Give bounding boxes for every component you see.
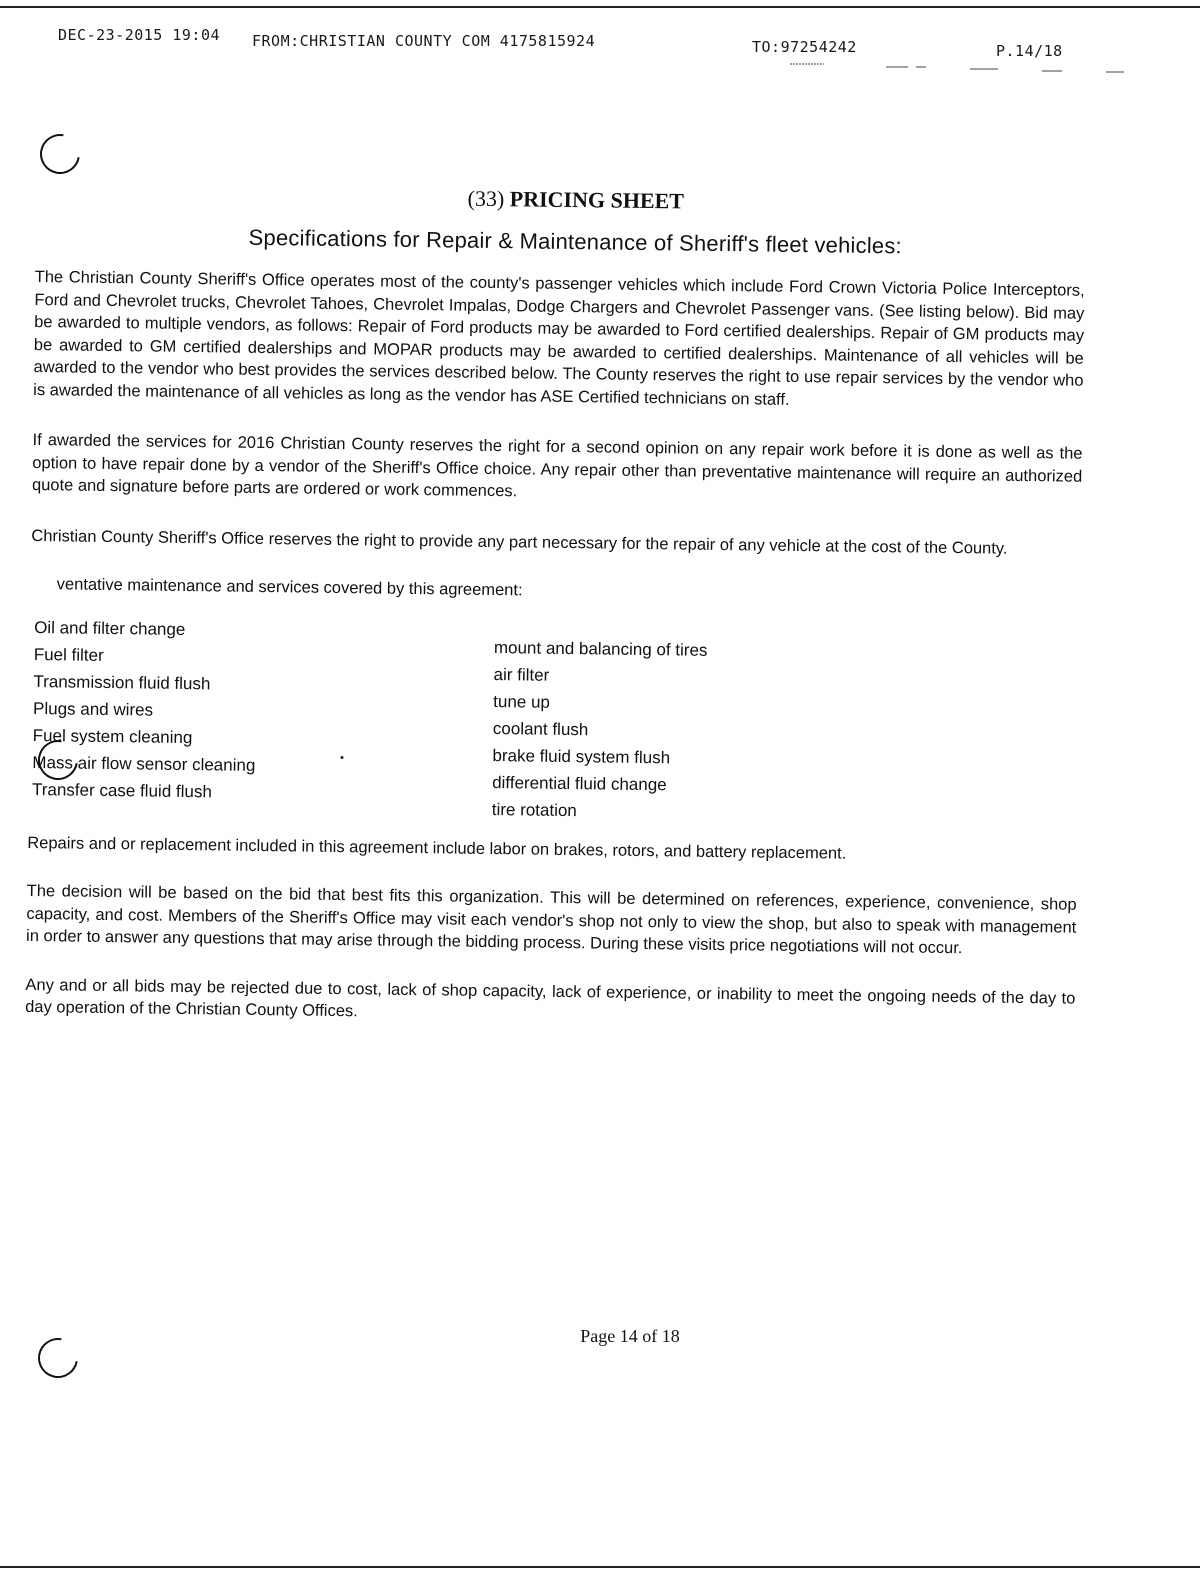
list-item: tune up bbox=[493, 691, 551, 712]
page-number: Page 14 of 18 bbox=[580, 1326, 680, 1346]
document-title bbox=[36, 180, 1086, 220]
fax-bottom-rule bbox=[0, 1566, 1200, 1568]
list-item: Plugs and wires bbox=[32, 698, 154, 720]
title-text: PRICING SHEET bbox=[509, 186, 685, 214]
punch-hole-icon bbox=[32, 126, 88, 182]
document-subtitle: Specifications for Repair & Maintenance of Sheriff's fleet vehicles: bbox=[248, 224, 903, 259]
fax-from: FROM:CHRISTIAN COUNTY COM 4175815924 bbox=[252, 32, 596, 50]
list-item: mount and balancing of tires bbox=[493, 637, 708, 660]
list-item: Transmission fluid flush bbox=[33, 671, 211, 693]
list-item: differential fluid change bbox=[492, 772, 667, 794]
intro-paragraph: The Christian County Sheriff's Office operates most of the county's passenger vehicles which include Ford Crown Victoria Police Interceptors, Ford and Chevrolet trucks, Chevrolet Tahoes, Chevrolet Impalas, Dodge Chargers and Chevrolet Passenger vans. (See listing below). Bid may be awarded to multiple vendors, as follows: Repair of Ford products may be awarded to Ford certified dealerships. Repair of GM products may be awarded to GM certified dealerships and MOPAR products may be awarded to certified dealerships. Maintenance of all vehicles will be awarded to the vendor who best provides the services described below. The County reserves the right to use repair services by the vendor who is awarded the maintenance of all vehicles as long as the vendor has ASE Certified technicians on staff. bbox=[33, 267, 1085, 409]
list-item: brake fluid system flush bbox=[492, 745, 671, 767]
fax-to: TO:97254242 bbox=[752, 38, 857, 56]
services-list-left bbox=[32, 614, 257, 806]
list-item: air filter bbox=[493, 664, 550, 685]
second-opinion-paragraph: If awarded the services for 2016 Christian County reserves the right for a second opinion on any repair work before it is done as well as the option to have repair done by a vendor of the Sheriff's Office choice. Any repair other than preventative maintenance will require an authorized quote and signature before parts are ordered or work commences. bbox=[31, 430, 1083, 501]
title-number: (33) bbox=[467, 185, 505, 212]
list-item: tire rotation bbox=[491, 799, 577, 820]
list-item: coolant flush bbox=[492, 718, 589, 739]
services-lists bbox=[28, 611, 1081, 825]
fax-header bbox=[0, 26, 1200, 66]
parts-paragraph: Christian County Sheriff's Office reserves the right to provide any part necessary for the repair of any vehicle at the cost of the County. bbox=[31, 526, 1008, 558]
rejection-paragraph: Any and or all bids may be rejected due to cost, lack of shop capacity, lack of experience, or inability to meet the ongoing needs of the day to day operation of the Christian County Offices. bbox=[25, 975, 1076, 1021]
list-item: Oil and filter change bbox=[34, 617, 186, 639]
fax-date-time: DEC-23-2015 19:04 bbox=[58, 26, 221, 44]
repairs-paragraph: Repairs and or replacement included in this agreement include labor on brakes, rotors, and battery replacement. bbox=[27, 833, 847, 863]
services-heading: ventative maintenance and services covered by this agreement: bbox=[56, 575, 523, 600]
fax-top-rule bbox=[0, 6, 1200, 8]
fax-dash-marks bbox=[790, 62, 1130, 74]
document-body bbox=[25, 180, 1086, 1032]
services-list-right bbox=[492, 634, 708, 826]
decision-paragraph: The decision will be based on the bid that best fits this organization. This will be determined on references, experience, convenience, shop capacity, and cost. Members of the Sheriff's Office may visit each vendor's shop not only to view the shop, but also to speak with management in order to answer any questions that may arise through the bidding process. During these visits price negotiations will not occur. bbox=[25, 881, 1077, 958]
list-item: Mass air flow sensor cleaning bbox=[32, 752, 256, 775]
fax-page: P.14/18 bbox=[996, 42, 1063, 60]
stray-dot bbox=[340, 756, 343, 759]
list-item: Transfer case fluid flush bbox=[31, 779, 212, 801]
list-item: Fuel system cleaning bbox=[32, 725, 193, 747]
list-item: Fuel filter bbox=[33, 644, 104, 665]
